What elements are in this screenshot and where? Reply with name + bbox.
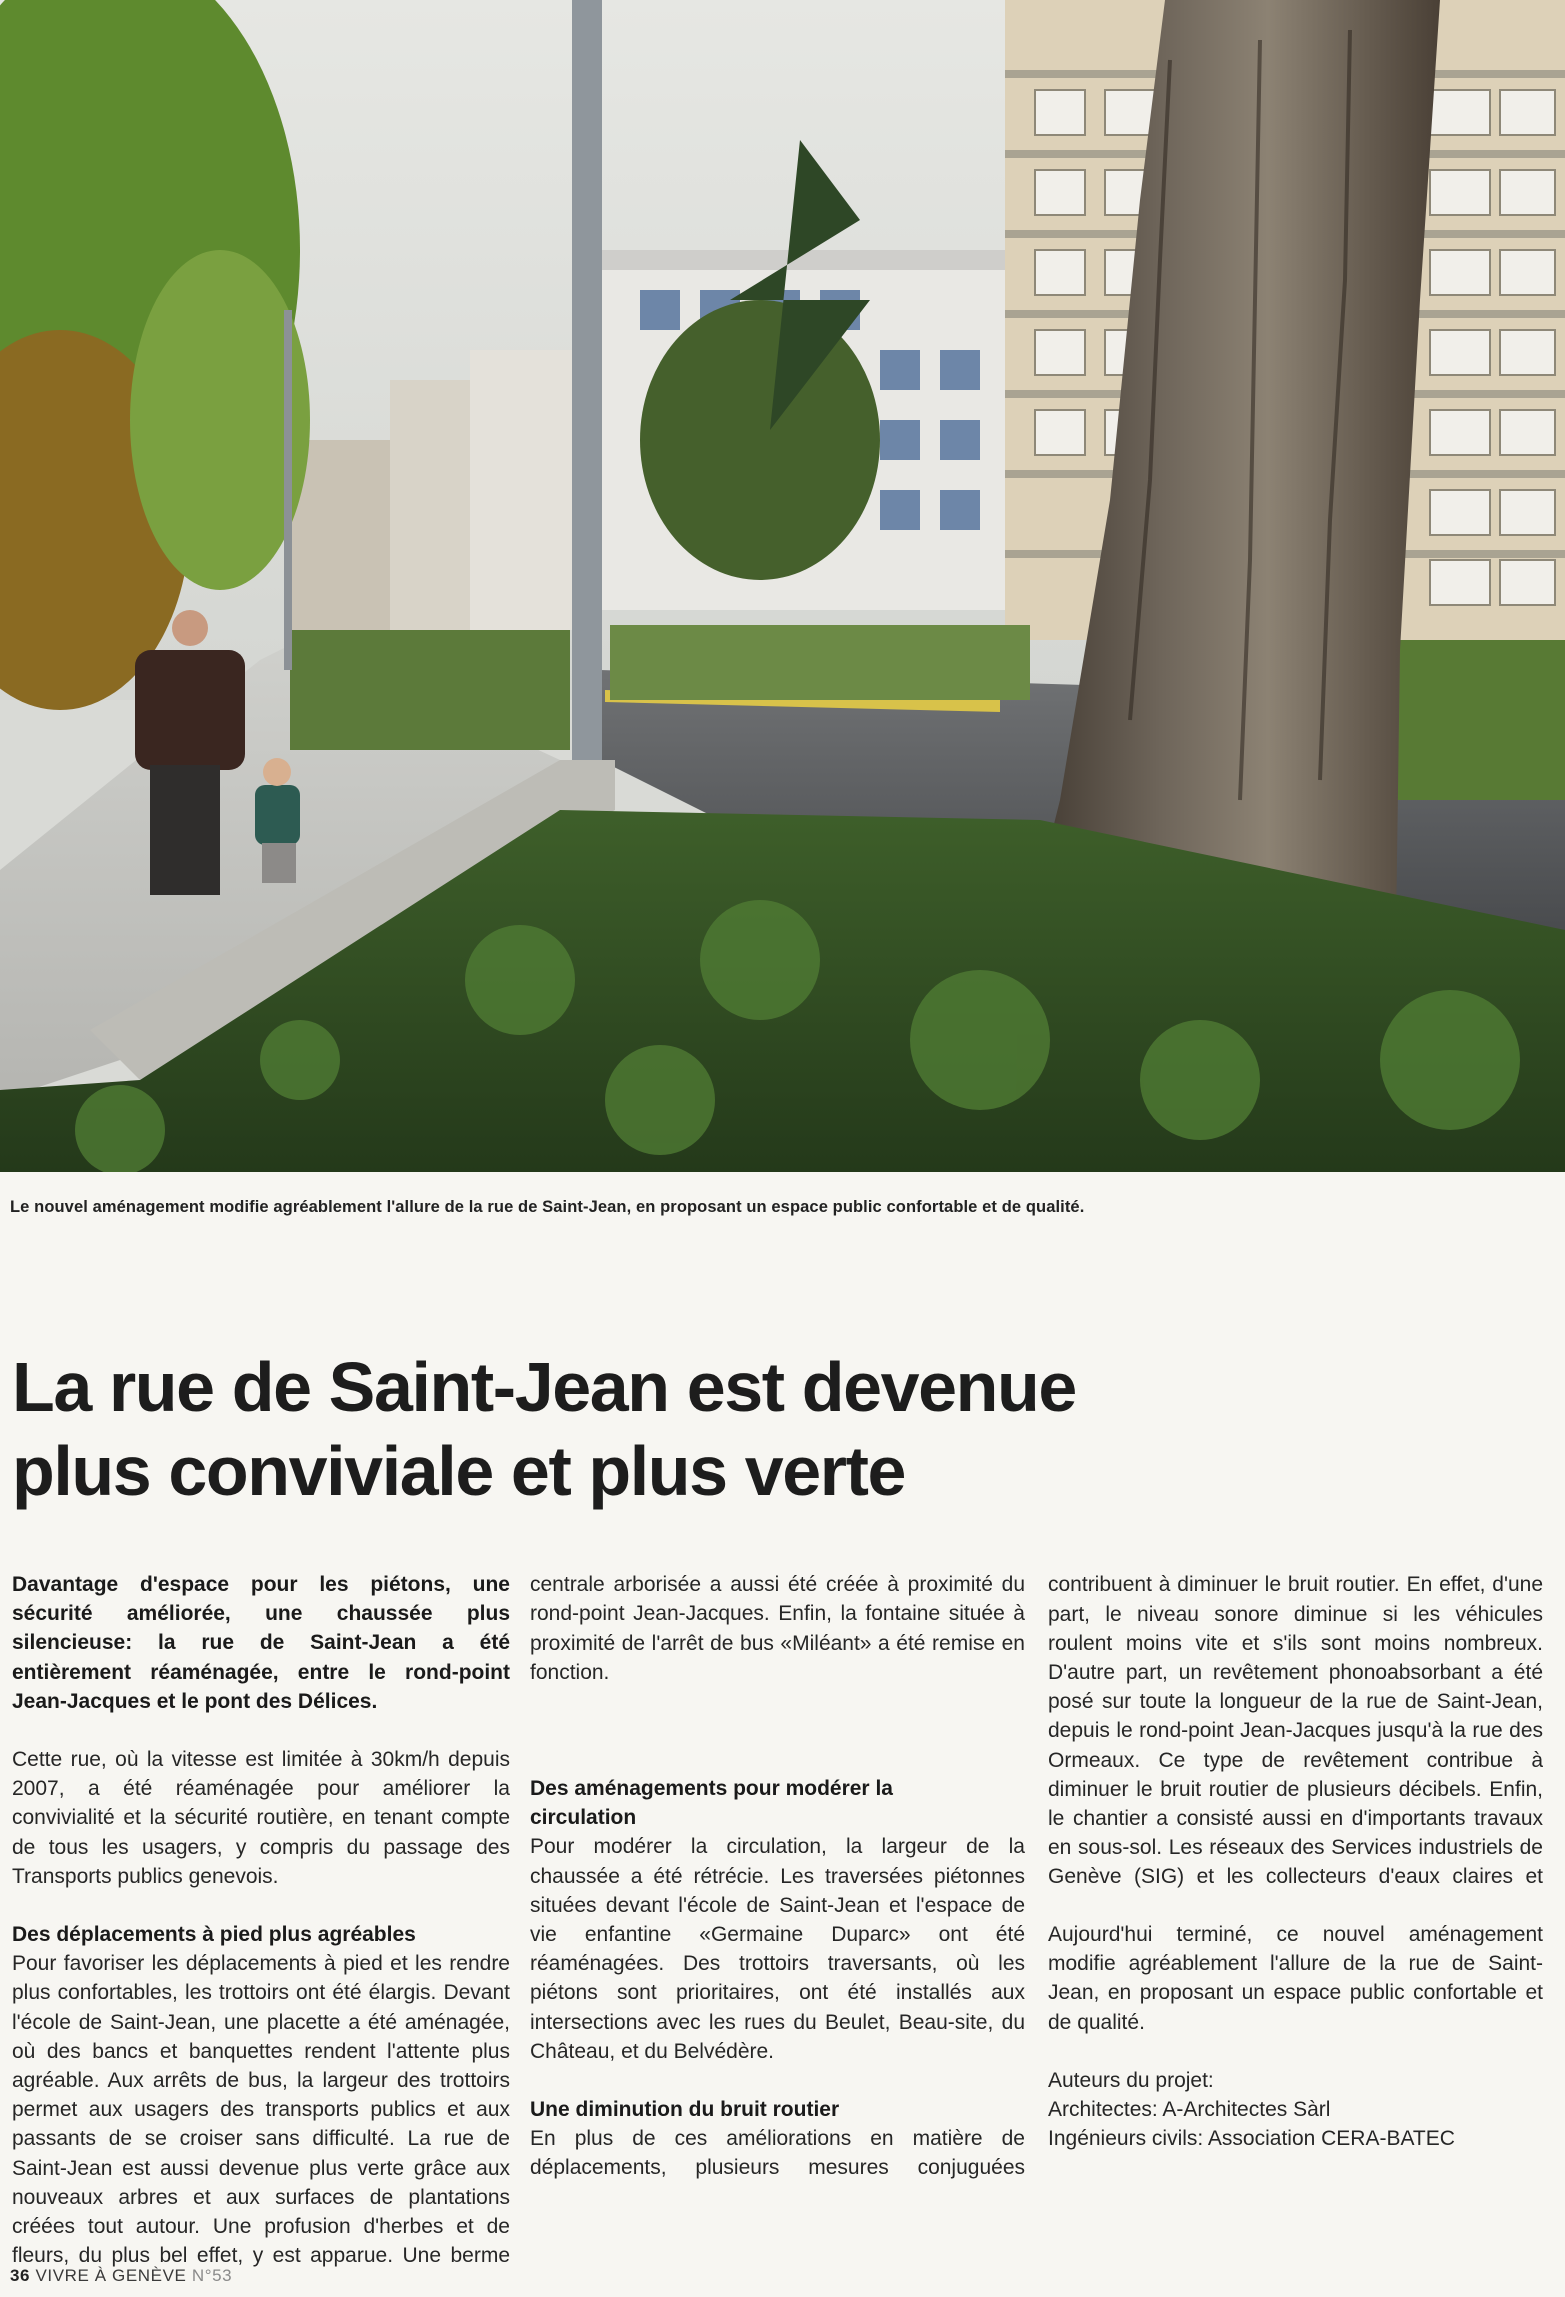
credits-heading: Auteurs du projet: [1048,2068,1214,2092]
publication-name: VIVRE À GENÈVE [35,2266,187,2285]
article-title [12,1345,1552,1513]
section-heading-noise: Une diminution du bruit routier [530,2098,840,2122]
section-text-noise-continued [1048,1570,1543,1891]
photo-caption: Le nouvel aménagement modifie agréablement l'allure de la rue de Saint-Jean, en proposant un espace public confortable et de qualité. [10,1198,1085,1216]
section-text-pedestrians-overflow: centrale arborisée a aussi été créée à proximité du rond-point Jean-Jacques. Enfin, la fontaine située à proximité de l'arrêt de bus «Miléant» a été remise en fonction. [530,1573,1025,1684]
section-text-noise: En plus de ces améliorations en matière de déplacements, plusieurs mesures conjuguées [530,2127,1025,2180]
column-2 [530,1570,1025,2182]
article-conclusion: Aujourd'hui terminé, ce nouvel aménagement modifie agréablement l'allure de la rue de Saint-Jean, en proposant un espace public confortable et de qualité. [1048,1923,1543,2034]
page-number: 36 [10,2266,31,2285]
title-line-1: La rue de Saint-Jean est devenue [12,1348,1076,1426]
issue-number: N°53 [191,2266,233,2285]
article-lead: Davantage d'espace pour les piétons, une sécurité améliorée, une chaussée plus silencieuse: la rue de Saint-Jean a été entièrement réaménagée, entre le rond-point Jean-Jacques et le pont des Délices. [12,1573,510,1713]
credits-engineers: Ingénieurs civils: Association CERA-BATEC [1048,2127,1455,2151]
section-text-traffic: Pour modérer la circulation, la largeur de la chaussée a été rétrécie. Les traversées piétonnes situées devant l'école de Saint-Jean et l'espace de vie enfantine «Germaine Duparc» ont été réaménagées. Des trottoirs traversants, où les piétons sont prioritaires, ont été installés aux intersections avec les rues du Beulet, Beau-site, du Château, et du Belvédère. [530,1835,1025,2063]
credits-architects: Architectes: A-Architectes Sàrl [1048,2098,1331,2122]
project-credits [1048,2066,1543,2154]
section-heading-traffic: Des aménagements pour modérer la circulation [530,1777,893,1830]
page-footer [10,2266,232,2286]
title-line-2: plus conviviale et plus verte [12,1432,906,1510]
section-text-noise-overflow: contribuent à diminuer le bruit routier. En effet, d'une part, le niveau sonore diminue si les véhicules roulent moins vite et s'ils sont moins nombreux. D'autre part, un revêtement phonoabsorbant a été posé sur toute la longueur de la rue de Saint-Jean, depuis le rond-point Jean-Jacques jusqu'à la rue des Ormeaux. Ce type de revêtement contribue à diminuer le bruit routier de plusieurs décibels. Enfin, le chantier a consisté aussi en d'importants travaux en sous-sol. Les réseaux des Services industriels de Genève (SIG) et les collecteurs d'eaux claires et [1048,1573,1543,1889]
section-text-pedestrians: Pour favoriser les déplacements à pied et les rendre plus confortables, les trottoirs ont été élargis. Devant l'école de Saint-Jean, une placette a été aménagée, où des bancs et banquettes rendent l'attente plus agréable. Aux arrêts de bus, la largeur des trottoirs permet aux usagers des transports publics et aux passants de se croiser sans difficulté. La rue de Saint-Jean est aussi devenue plus verte grâce aux nouveaux arbres et aux surfaces de plantations créées tout autour. Une profusion d'herbes et de fleurs, du plus bel effet, y est apparue. Une berme [12,1952,510,2268]
column-3 [1048,1570,1543,2153]
section-heading-pedestrians: Des déplacements à pied plus agréables [12,1923,416,1947]
article-intro: Cette rue, où la vitesse est limitée à 30km/h depuis 2007, a été réaménagée pour améliorer la convivialité et la sécurité routière, en tenant compte de tous les usagers, y compris du passage des Transports publics genevois. [12,1748,510,1888]
column-1 [12,1570,510,2270]
section-text-pedestrians-continued [530,1570,1025,1745]
